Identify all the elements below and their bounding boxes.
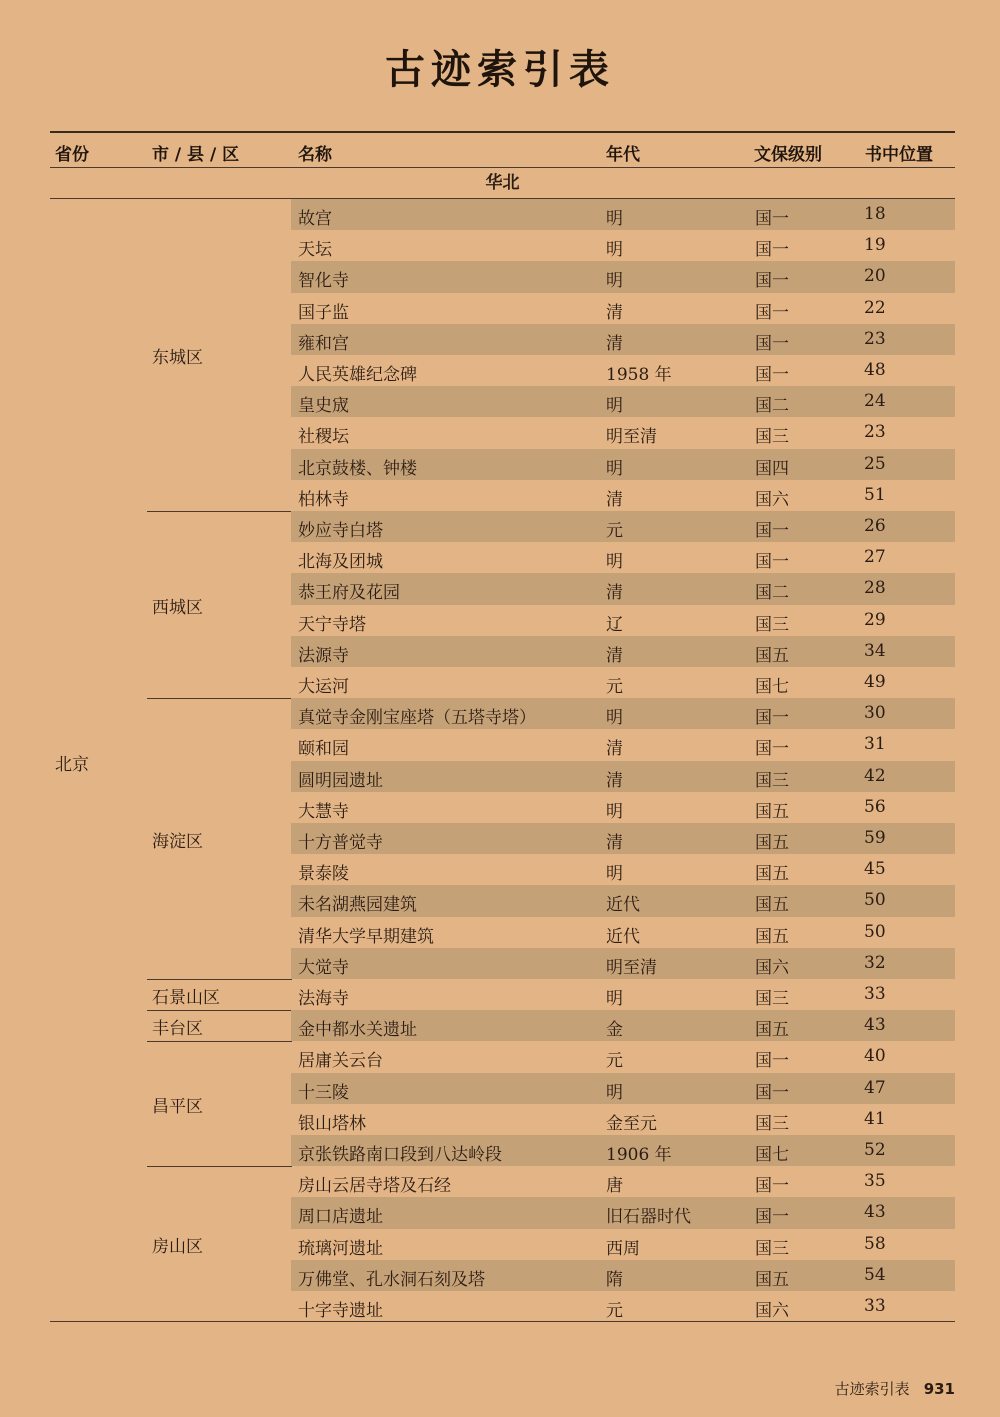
header-level: 文保级别 [754, 145, 822, 165]
site-level: 国二 [755, 396, 789, 417]
site-name: 天宁寺塔 [298, 614, 366, 635]
site-page: 32 [864, 952, 886, 973]
site-name: 国子监 [298, 302, 349, 323]
district-label: 房山区 [152, 1237, 203, 1258]
site-name: 万佛堂、孔水洞石刻及塔 [298, 1269, 485, 1290]
site-level: 国一 [755, 365, 789, 385]
district-label: 海淀区 [152, 831, 203, 852]
district-label: 西城区 [152, 597, 203, 618]
table-row [291, 293, 955, 324]
site-page: 26 [864, 516, 886, 536]
site-name: 皇史宬 [298, 396, 349, 417]
table-header [50, 133, 955, 167]
header-province: 省份 [55, 145, 89, 165]
table-row [291, 417, 955, 448]
district-label: 石景山区 [152, 987, 220, 1008]
site-page: 25 [864, 453, 886, 474]
site-page: 47 [864, 1077, 886, 1098]
site-era: 1958 年 [606, 365, 672, 385]
region-label: 华北 [485, 173, 520, 193]
district-separator [147, 698, 292, 699]
site-page: 52 [864, 1140, 886, 1160]
footer-page-number: 931 [923, 1380, 955, 1398]
table-row [291, 729, 955, 760]
site-level: 国一 [755, 739, 789, 760]
table-row [291, 636, 955, 667]
site-era: 明 [606, 209, 623, 229]
site-era: 1906 年 [606, 1145, 672, 1165]
site-level: 国一 [755, 209, 789, 229]
site-page: 23 [864, 422, 886, 443]
table-row [291, 261, 955, 292]
site-level: 国三 [755, 1113, 789, 1134]
site-era: 明 [606, 552, 623, 573]
site-name: 北海及团城 [298, 552, 383, 573]
site-name: 十方普觉寺 [298, 833, 383, 853]
site-era: 清 [606, 770, 623, 791]
site-page: 33 [864, 984, 886, 1004]
site-level: 国一 [755, 708, 789, 729]
site-name: 十三陵 [298, 1082, 349, 1103]
site-page: 58 [864, 1233, 886, 1254]
table-row [291, 854, 955, 885]
table-row [291, 1291, 955, 1322]
table-row [291, 386, 955, 417]
table-row [291, 1104, 955, 1135]
site-name: 法源寺 [298, 645, 349, 666]
site-level: 国一 [755, 302, 789, 323]
site-level: 国一 [755, 1176, 789, 1197]
district-separator [147, 1010, 292, 1011]
site-level: 国五 [755, 801, 789, 822]
site-name: 柏林寺 [298, 489, 349, 510]
site-era: 清 [606, 302, 623, 323]
table-row [291, 761, 955, 792]
site-level: 国一 [755, 1051, 789, 1072]
header-city: 市 / 县 / 区 [152, 145, 240, 165]
site-era: 明至清 [606, 427, 657, 448]
site-page: 19 [864, 235, 886, 256]
site-era: 清 [606, 583, 623, 604]
header-name: 名称 [298, 145, 332, 165]
site-page: 27 [864, 547, 886, 568]
site-era: 清 [606, 739, 623, 760]
site-era: 明 [606, 864, 623, 885]
site-name: 颐和园 [298, 739, 349, 760]
site-page: 54 [864, 1264, 886, 1285]
table-row [291, 511, 955, 542]
table-row [291, 449, 955, 480]
site-era: 清 [606, 333, 623, 354]
site-level: 国六 [755, 957, 789, 978]
site-name: 京张铁路南口段到八达岭段 [298, 1145, 502, 1165]
header-page: 书中位置 [865, 145, 933, 165]
site-page: 50 [864, 890, 886, 911]
site-name: 妙应寺白塔 [298, 521, 383, 541]
site-name: 居庸关云台 [298, 1051, 383, 1072]
site-name: 北京鼓楼、钟楼 [298, 458, 417, 479]
site-era: 金 [606, 1020, 623, 1041]
table-row [291, 1229, 955, 1260]
site-name: 房山云居寺塔及石经 [298, 1176, 451, 1197]
site-level: 国六 [755, 1301, 789, 1321]
table-row [291, 823, 955, 854]
site-level: 国一 [755, 271, 789, 292]
district-label: 昌平区 [152, 1096, 203, 1117]
site-page: 23 [864, 328, 886, 349]
site-level: 国一 [755, 240, 789, 261]
site-name: 真觉寺金刚宝座塔（五塔寺塔） [298, 708, 536, 729]
site-page: 24 [864, 391, 886, 412]
table-row [291, 979, 955, 1010]
site-level: 国三 [755, 1238, 789, 1259]
site-era: 元 [606, 677, 623, 697]
province-label: 北京 [55, 754, 89, 775]
site-name: 大觉寺 [298, 957, 349, 978]
site-era: 旧石器时代 [606, 1207, 691, 1228]
site-era: 清 [606, 833, 623, 853]
site-era: 清 [606, 645, 623, 666]
site-level: 国四 [755, 458, 789, 479]
site-name: 景泰陵 [298, 864, 349, 885]
site-page: 43 [864, 1015, 886, 1036]
site-page: 48 [864, 360, 886, 380]
district-separator [147, 979, 292, 980]
site-era: 清 [606, 489, 623, 510]
site-page: 22 [864, 297, 886, 318]
site-page: 34 [864, 640, 886, 661]
site-level: 国五 [755, 926, 789, 947]
site-page: 31 [864, 734, 886, 755]
site-level: 国一 [755, 521, 789, 541]
site-level: 国一 [755, 552, 789, 573]
site-level: 国五 [755, 1020, 789, 1041]
table-row [291, 542, 955, 573]
site-name: 恭王府及花园 [298, 583, 400, 604]
district-separator [147, 511, 292, 512]
site-name: 人民英雄纪念碑 [298, 365, 417, 385]
table-row [291, 1166, 955, 1197]
table-row [291, 324, 955, 355]
site-era: 明 [606, 989, 623, 1009]
table-row [291, 792, 955, 823]
site-name: 大慧寺 [298, 801, 349, 822]
site-name: 银山塔林 [298, 1113, 366, 1134]
site-level: 国五 [755, 1269, 789, 1290]
site-name: 圆明园遗址 [298, 770, 383, 791]
site-level: 国七 [755, 677, 789, 697]
site-name: 十字寺遗址 [298, 1301, 383, 1321]
site-era: 隋 [606, 1269, 623, 1290]
site-page: 40 [864, 1046, 886, 1067]
district-separator [147, 1041, 292, 1042]
table-row [291, 698, 955, 729]
site-era: 明至清 [606, 957, 657, 978]
table-row [291, 1010, 955, 1041]
site-level: 国五 [755, 645, 789, 666]
site-era: 元 [606, 1301, 623, 1321]
header-era: 年代 [606, 145, 640, 165]
site-level: 国一 [755, 333, 789, 354]
site-page: 51 [864, 484, 886, 505]
site-page: 28 [864, 578, 886, 599]
site-page: 45 [864, 859, 886, 880]
site-page: 56 [864, 796, 886, 817]
site-name: 故宫 [298, 209, 332, 229]
site-level: 国五 [755, 895, 789, 916]
table-row [291, 480, 955, 511]
table-row [291, 1073, 955, 1104]
site-name: 智化寺 [298, 271, 349, 292]
site-era: 金至元 [606, 1113, 657, 1134]
site-name: 社稷坛 [298, 427, 349, 448]
site-name: 大运河 [298, 677, 349, 697]
table-row [291, 605, 955, 636]
site-name: 琉璃河遗址 [298, 1238, 383, 1259]
site-era: 元 [606, 521, 623, 541]
table-row [291, 573, 955, 604]
site-level: 国五 [755, 864, 789, 885]
site-page: 29 [864, 609, 886, 630]
site-page: 20 [864, 266, 886, 287]
site-page: 30 [864, 703, 886, 724]
site-page: 33 [864, 1296, 886, 1316]
site-page: 42 [864, 765, 886, 786]
site-level: 国一 [755, 1082, 789, 1103]
table-row [291, 1135, 955, 1166]
site-level: 国五 [755, 833, 789, 853]
district-label: 丰台区 [152, 1018, 203, 1039]
site-era: 西周 [606, 1238, 640, 1259]
site-page: 18 [864, 204, 886, 224]
site-level: 国七 [755, 1145, 789, 1165]
site-level: 国三 [755, 770, 789, 791]
site-level: 国六 [755, 489, 789, 510]
district-label: 东城区 [152, 348, 203, 368]
site-page: 50 [864, 921, 886, 942]
table-row [291, 1197, 955, 1228]
site-level: 国一 [755, 1207, 789, 1228]
site-level: 国三 [755, 614, 789, 635]
footer-label: 古迹索引表 [834, 1380, 910, 1398]
site-era: 明 [606, 458, 623, 479]
table-row [291, 667, 955, 698]
table-row [291, 355, 955, 386]
site-era: 明 [606, 801, 623, 822]
table-bottom-rule [50, 1321, 955, 1322]
site-name: 清华大学早期建筑 [298, 926, 434, 947]
site-name: 未名湖燕园建筑 [298, 895, 417, 916]
site-level: 国三 [755, 427, 789, 448]
site-era: 明 [606, 271, 623, 292]
site-name: 天坛 [298, 240, 332, 261]
page-title: 古迹索引表 [385, 46, 615, 93]
site-era: 元 [606, 1051, 623, 1072]
site-era: 明 [606, 708, 623, 729]
site-page: 59 [864, 828, 886, 848]
site-page: 41 [864, 1108, 886, 1129]
site-era: 辽 [606, 614, 623, 635]
site-era: 近代 [606, 895, 640, 916]
site-page: 43 [864, 1202, 886, 1223]
table-row [291, 230, 955, 261]
footer [835, 1378, 955, 1399]
table-row [291, 199, 955, 230]
site-era: 明 [606, 240, 623, 261]
site-era: 唐 [606, 1176, 623, 1197]
site-name: 金中都水关遗址 [298, 1020, 417, 1041]
site-name: 法海寺 [298, 989, 349, 1009]
site-era: 近代 [606, 926, 640, 947]
site-level: 国二 [755, 583, 789, 604]
site-era: 明 [606, 396, 623, 417]
site-name: 周口店遗址 [298, 1207, 383, 1228]
table-row [291, 917, 955, 948]
table-row [291, 1041, 955, 1072]
site-page: 35 [864, 1171, 886, 1192]
site-name: 雍和宫 [298, 333, 349, 354]
site-page: 49 [864, 672, 886, 692]
table-row [291, 948, 955, 979]
site-level: 国三 [755, 989, 789, 1009]
district-separator [147, 1166, 292, 1167]
site-era: 明 [606, 1082, 623, 1103]
table-row [291, 885, 955, 916]
table-row [291, 1260, 955, 1291]
